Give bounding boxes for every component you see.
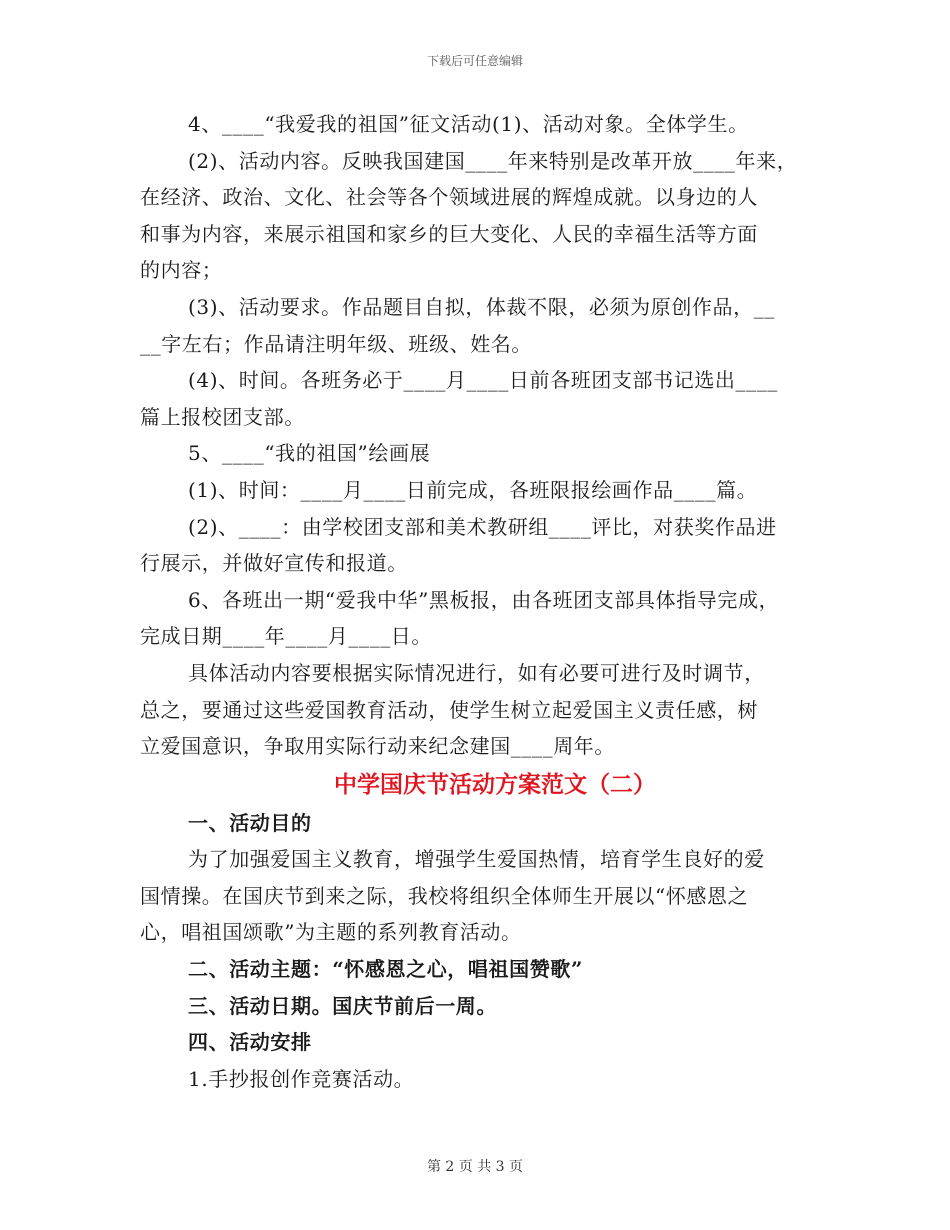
paragraph-line: 篇上报校团支部。: [140, 404, 305, 429]
paragraph-line: 4、____“我爱我的祖国”征文活动(1)、活动对象。全体学生。: [188, 112, 749, 136]
paragraph-line: 为了加强爱国主义教育，增强学生爱国热情，培育学生良好的爱: [188, 847, 765, 872]
paragraph-line: 在经济、政治、文化、社会等各个领域进展的辉煌成就。以身边的人: [140, 185, 758, 210]
section-title: 中学国庆节活动方案范文（二）: [334, 770, 656, 798]
part1-text: [140, 106, 820, 765]
paragraph-line: 总之，要通过这些爱国教育活动，使学生树立起爱国主义责任感，树: [140, 697, 758, 722]
paragraph-line: (1)、时间：____月____日前完成，各班限报绘画作品____篇。: [188, 477, 758, 502]
header-note: 下载后可任意编辑: [426, 54, 523, 68]
paragraph-line: (3)、活动要求。作品题目自拟，体裁不限，必须为原创作品，__: [188, 294, 775, 319]
paragraph-line: 立爱国意识，争取用实际行动来纪念建国____周年。: [140, 734, 615, 759]
paragraph-line: 的内容；: [140, 258, 223, 283]
paragraph-line: 完成日期____年____月____日。: [140, 624, 432, 649]
heading-line: 二、活动主题：“怀感恩之心，唱祖国赞歌”: [188, 957, 584, 982]
paragraph-line: 和事为内容，来展示祖国和家乡的巨大变化、人民的幸福生活等方面: [140, 221, 758, 246]
paragraph-line: 行展示，并做好宣传和报道。: [140, 551, 408, 576]
heading-line: 三、活动日期。国庆节前后一周。: [188, 993, 497, 1018]
paragraph-line: 6、各班出一期“爱我中华”黑板报，由各班团支部具体指导完成，: [188, 587, 780, 612]
paragraph-line: (2)、____：由学校团支部和美术教研组____评比，对获奖作品进: [188, 514, 777, 539]
paragraph-line: (2)、活动内容。反映我国建国____年来特别是改革开放____年来，: [188, 148, 798, 173]
paragraph-line: __字左右；作品请注明年级、班级、姓名。: [140, 331, 532, 356]
paragraph-line: 心，唱祖国颂歌”为主题的系列教育活动。: [140, 920, 522, 945]
heading-line: 一、活动目的: [188, 810, 312, 835]
paragraph-line: (4)、时间。各班务必于____月____日前各班团支部书记选出____: [188, 368, 778, 393]
document-body: [140, 106, 820, 1097]
heading-line: 四、活动安排: [188, 1030, 312, 1055]
paragraph-line: 1.手抄报创作竞赛活动。: [188, 1066, 415, 1091]
paragraph-line: 5、____“我的祖国”绘画展: [188, 441, 431, 466]
page-number: 第 2 页 共 3 页: [426, 1159, 524, 1175]
paragraph-line: 国情操。在国庆节到来之际，我校将组织全体师生开展以“怀感恩之: [140, 883, 749, 908]
section2-text: [140, 805, 820, 1098]
paragraph-line: 具体活动内容要根据实际情况进行，如有必要可进行及时调节，: [188, 660, 765, 685]
